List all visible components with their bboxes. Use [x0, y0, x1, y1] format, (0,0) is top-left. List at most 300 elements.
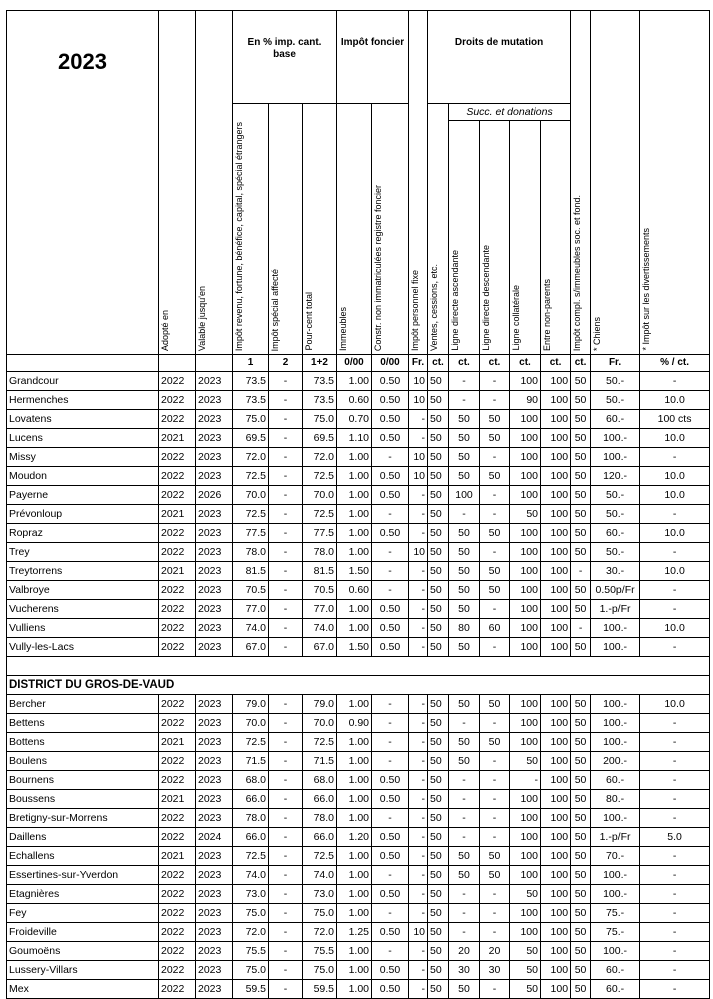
commune-name: Moudon: [7, 467, 159, 486]
table-row: [7, 372, 710, 391]
rows-group-a: [7, 372, 710, 657]
table-cell: 50: [571, 809, 591, 828]
table-cell: 1.00: [337, 904, 372, 923]
table-cell: -: [409, 866, 428, 885]
table-cell: 100.-: [591, 448, 640, 467]
table-cell: 74.0: [233, 866, 269, 885]
table-cell: -: [269, 543, 303, 562]
table-cell: 0.50: [372, 638, 409, 657]
table-cell: 100: [541, 600, 571, 619]
table-cell: 100: [510, 562, 541, 581]
table-cell: -: [640, 885, 710, 904]
table-cell: 72.5: [233, 847, 269, 866]
table-cell: 2023: [196, 866, 233, 885]
table-cell: 66.0: [303, 828, 337, 847]
table-cell: -: [269, 524, 303, 543]
table-cell: -: [510, 771, 541, 790]
table-cell: 50: [571, 790, 591, 809]
table-row: [7, 809, 710, 828]
table-cell: -: [269, 467, 303, 486]
table-cell: 73.5: [233, 391, 269, 410]
table-cell: -: [640, 733, 710, 752]
table-cell: -: [372, 581, 409, 600]
units-row: [7, 355, 710, 372]
table-cell: 0.50: [372, 847, 409, 866]
table-cell: 100 cts: [640, 410, 710, 429]
table-cell: 50: [571, 695, 591, 714]
table-cell: 30: [480, 961, 510, 980]
table-cell: 100: [510, 467, 541, 486]
table-cell: 2023: [196, 638, 233, 657]
table-cell: -: [571, 562, 591, 581]
table-cell: 10: [409, 543, 428, 562]
table-cell: 2023: [196, 619, 233, 638]
table-cell: 73.5: [303, 372, 337, 391]
table-cell: -: [449, 809, 480, 828]
table-cell: 2023: [196, 771, 233, 790]
table-cell: 74.0: [233, 619, 269, 638]
table-cell: -: [372, 543, 409, 562]
table-cell: -: [640, 600, 710, 619]
table-cell: 78.0: [303, 809, 337, 828]
table-row: [7, 942, 710, 961]
table-cell: 50: [449, 581, 480, 600]
table-cell: 60.-: [591, 980, 640, 999]
table-cell: 50: [449, 524, 480, 543]
unit-cell: [196, 355, 233, 372]
table-cell: 75.-: [591, 923, 640, 942]
table-cell: -: [449, 828, 480, 847]
table-cell: -: [409, 581, 428, 600]
table-cell: 50: [428, 486, 449, 505]
table-cell: 1.00: [337, 695, 372, 714]
table-cell: 50: [428, 581, 449, 600]
table-cell: -: [449, 372, 480, 391]
table-cell: 2022: [159, 410, 196, 429]
table-cell: 10.0: [640, 524, 710, 543]
table-cell: 100: [541, 790, 571, 809]
table-cell: 1.00: [337, 771, 372, 790]
table-cell: -: [409, 752, 428, 771]
table-cell: 50: [510, 885, 541, 904]
table-cell: 72.0: [303, 923, 337, 942]
table-cell: 50: [428, 619, 449, 638]
table-cell: 100: [541, 638, 571, 657]
table-cell: 50: [449, 733, 480, 752]
table-cell: -: [269, 448, 303, 467]
table-cell: -: [269, 695, 303, 714]
table-cell: 50: [428, 809, 449, 828]
commune-name: Boulens: [7, 752, 159, 771]
table-cell: 50: [571, 372, 591, 391]
table-cell: 100: [541, 733, 571, 752]
table-cell: 100: [510, 847, 541, 866]
commune-name: Missy: [7, 448, 159, 467]
table-cell: -: [269, 923, 303, 942]
table-cell: -: [640, 923, 710, 942]
table-cell: 100: [541, 904, 571, 923]
table-cell: 100.-: [591, 638, 640, 657]
table-row: [7, 904, 710, 923]
table-cell: -: [449, 714, 480, 733]
commune-name: Bournens: [7, 771, 159, 790]
table-cell: -: [269, 562, 303, 581]
table-row: [7, 733, 710, 752]
table-cell: -: [640, 866, 710, 885]
table-cell: -: [269, 904, 303, 923]
table-cell: 10: [409, 923, 428, 942]
table-cell: 2026: [196, 486, 233, 505]
unit-cell: 0/00: [372, 355, 409, 372]
header-group-row: [7, 11, 710, 104]
table-row: [7, 695, 710, 714]
table-cell: 75.0: [303, 410, 337, 429]
table-cell: 50: [510, 505, 541, 524]
table-cell: 50: [480, 695, 510, 714]
table-cell: -: [269, 638, 303, 657]
table-cell: 50: [571, 904, 591, 923]
table-row: [7, 581, 710, 600]
table-cell: -: [640, 543, 710, 562]
table-row: [7, 980, 710, 999]
table-cell: 50.-: [591, 391, 640, 410]
table-cell: 100: [510, 733, 541, 752]
table-cell: -: [640, 790, 710, 809]
table-cell: -: [372, 448, 409, 467]
table-cell: 0.50: [372, 619, 409, 638]
table-cell: -: [409, 714, 428, 733]
table-cell: -: [269, 391, 303, 410]
district-title: DISTRICT DU GROS-DE-VAUD: [7, 676, 196, 695]
table-cell: 1.00: [337, 885, 372, 904]
table-cell: 2021: [159, 733, 196, 752]
table-cell: 2023: [196, 372, 233, 391]
table-cell: 10: [409, 448, 428, 467]
table-cell: 75.0: [303, 961, 337, 980]
table-cell: 50: [449, 847, 480, 866]
table-cell: 100: [510, 372, 541, 391]
table-row: [7, 429, 710, 448]
table-cell: 81.5: [303, 562, 337, 581]
tax-rates-table: [6, 10, 710, 999]
table-cell: -: [480, 923, 510, 942]
table-cell: 100: [510, 904, 541, 923]
table-cell: 100: [541, 714, 571, 733]
table-cell: -: [269, 942, 303, 961]
table-cell: 1.00: [337, 372, 372, 391]
table-cell: 50: [571, 752, 591, 771]
table-cell: 50: [571, 581, 591, 600]
table-cell: 50: [449, 638, 480, 657]
table-cell: -: [269, 505, 303, 524]
table-cell: 2023: [196, 923, 233, 942]
table-cell: -: [480, 391, 510, 410]
table-cell: 1.-p/Fr: [591, 828, 640, 847]
table-cell: 100: [541, 980, 571, 999]
commune-name: Treytorrens: [7, 562, 159, 581]
table-cell: 0.50: [372, 391, 409, 410]
table-cell: 100: [541, 619, 571, 638]
table-cell: 100: [510, 828, 541, 847]
district-section: [7, 657, 710, 695]
table-cell: 50: [571, 467, 591, 486]
col-header-compl: Impôt compl. s/immeubles soc. et fond.: [571, 11, 591, 355]
table-cell: 10.0: [640, 562, 710, 581]
table-cell: -: [640, 752, 710, 771]
table-cell: 0.50: [372, 828, 409, 847]
commune-name: Prévonloup: [7, 505, 159, 524]
commune-name: Froideville: [7, 923, 159, 942]
table-cell: 50: [480, 847, 510, 866]
table-cell: 50: [571, 885, 591, 904]
tax-rates-document: [6, 10, 710, 999]
table-cell: -: [449, 904, 480, 923]
table-cell: -: [409, 638, 428, 657]
col-header-divertissements: * Impôt sur les divertissements: [640, 11, 710, 355]
table-cell: 50: [449, 448, 480, 467]
table-cell: 50: [428, 638, 449, 657]
table-cell: 0.50: [372, 790, 409, 809]
table-cell: 72.5: [303, 467, 337, 486]
table-cell: 66.0: [303, 790, 337, 809]
table-cell: -: [480, 448, 510, 467]
table-cell: 100: [510, 581, 541, 600]
table-cell: 0.60: [337, 391, 372, 410]
table-cell: -: [480, 904, 510, 923]
table-cell: -: [640, 980, 710, 999]
table-cell: 1.00: [337, 524, 372, 543]
table-cell: 2023: [196, 429, 233, 448]
table-cell: -: [409, 847, 428, 866]
table-cell: -: [640, 638, 710, 657]
group-header-foncier: Impôt foncier: [337, 11, 409, 104]
table-cell: 10.0: [640, 619, 710, 638]
table-cell: 1.00: [337, 961, 372, 980]
table-cell: 2023: [196, 505, 233, 524]
table-cell: 2022: [159, 600, 196, 619]
table-cell: 2022: [159, 391, 196, 410]
table-cell: 50: [480, 733, 510, 752]
table-cell: 200.-: [591, 752, 640, 771]
table-cell: -: [269, 771, 303, 790]
commune-name: Lovatens: [7, 410, 159, 429]
table-cell: -: [269, 790, 303, 809]
table-cell: 100.-: [591, 866, 640, 885]
table-row: [7, 600, 710, 619]
table-cell: 0.50: [372, 600, 409, 619]
unit-cell: ct.: [541, 355, 571, 372]
table-cell: -: [269, 866, 303, 885]
table-cell: 100: [541, 448, 571, 467]
table-cell: 100: [510, 866, 541, 885]
table-cell: 1.-p/Fr: [591, 600, 640, 619]
table-cell: 50: [428, 752, 449, 771]
unit-cell: 1: [233, 355, 269, 372]
table-cell: -: [269, 733, 303, 752]
table-cell: 100: [510, 486, 541, 505]
table-cell: -: [409, 790, 428, 809]
table-cell: 50: [449, 467, 480, 486]
table-cell: 0.60: [337, 581, 372, 600]
table-cell: 50: [571, 391, 591, 410]
table-cell: 72.5: [303, 505, 337, 524]
unit-cell: Fr.: [409, 355, 428, 372]
table-cell: -: [480, 828, 510, 847]
table-cell: 100: [541, 923, 571, 942]
table-cell: 59.5: [303, 980, 337, 999]
table-cell: 0.90: [337, 714, 372, 733]
table-cell: 50.-: [591, 543, 640, 562]
table-cell: 59.5: [233, 980, 269, 999]
table-cell: 81.5: [233, 562, 269, 581]
table-cell: 77.5: [233, 524, 269, 543]
table-cell: 1.50: [337, 638, 372, 657]
table-row: [7, 885, 710, 904]
table-cell: 71.5: [233, 752, 269, 771]
table-row: [7, 505, 710, 524]
table-cell: 50: [428, 961, 449, 980]
table-cell: -: [372, 505, 409, 524]
table-cell: -: [480, 505, 510, 524]
table-row: [7, 543, 710, 562]
table-cell: 100: [541, 866, 571, 885]
table-cell: 1.00: [337, 600, 372, 619]
table-cell: 2022: [159, 885, 196, 904]
table-cell: 100: [541, 524, 571, 543]
table-cell: 2023: [196, 961, 233, 980]
table-cell: 50: [480, 410, 510, 429]
table-row: [7, 923, 710, 942]
table-cell: 90: [510, 391, 541, 410]
table-cell: 70.0: [303, 714, 337, 733]
table-cell: 0.50: [372, 429, 409, 448]
table-cell: 2022: [159, 581, 196, 600]
table-cell: 2023: [196, 543, 233, 562]
table-cell: 75.0: [233, 410, 269, 429]
table-cell: 2021: [159, 429, 196, 448]
table-cell: 2023: [196, 524, 233, 543]
table-row: [7, 448, 710, 467]
table-cell: 1.00: [337, 847, 372, 866]
table-cell: 77.0: [303, 600, 337, 619]
table-cell: 50: [571, 923, 591, 942]
table-cell: -: [372, 562, 409, 581]
table-cell: 66.0: [233, 828, 269, 847]
table-cell: 100: [510, 448, 541, 467]
table-cell: -: [480, 885, 510, 904]
table-cell: 100: [541, 486, 571, 505]
table-cell: 100: [541, 942, 571, 961]
table-cell: 100: [541, 961, 571, 980]
col-header-collaterale: Ligne collatérale: [510, 121, 541, 355]
unit-cell: 0/00: [337, 355, 372, 372]
commune-name: Grandcour: [7, 372, 159, 391]
table-row: [7, 752, 710, 771]
unit-cell: [159, 355, 196, 372]
table-cell: 100.-: [591, 429, 640, 448]
table-cell: -: [640, 847, 710, 866]
table-cell: 2022: [159, 980, 196, 999]
table-cell: 2022: [159, 467, 196, 486]
table-cell: 50: [480, 429, 510, 448]
table-cell: -: [480, 752, 510, 771]
table-cell: 50: [480, 866, 510, 885]
table-cell: -: [269, 828, 303, 847]
table-cell: 100.-: [591, 619, 640, 638]
table-row: [7, 391, 710, 410]
table-cell: 2022: [159, 524, 196, 543]
table-cell: 50: [510, 961, 541, 980]
table-cell: 10: [409, 467, 428, 486]
table-cell: 100: [510, 524, 541, 543]
table-cell: -: [409, 885, 428, 904]
table-cell: 2022: [159, 809, 196, 828]
table-cell: 50: [428, 562, 449, 581]
table-cell: 72.5: [233, 505, 269, 524]
table-cell: 50: [428, 410, 449, 429]
table-cell: 20: [449, 942, 480, 961]
table-cell: 120.-: [591, 467, 640, 486]
table-cell: -: [409, 410, 428, 429]
table-cell: 10: [409, 391, 428, 410]
table-cell: 2023: [196, 695, 233, 714]
table-cell: -: [480, 790, 510, 809]
table-row: [7, 847, 710, 866]
table-cell: -: [409, 980, 428, 999]
table-cell: -: [409, 619, 428, 638]
table-cell: -: [372, 904, 409, 923]
table-cell: 50: [449, 429, 480, 448]
table-cell: 50: [571, 961, 591, 980]
table-cell: 50.-: [591, 505, 640, 524]
table-cell: 50: [428, 904, 449, 923]
table-cell: 1.25: [337, 923, 372, 942]
table-cell: 50: [449, 866, 480, 885]
table-cell: -: [640, 809, 710, 828]
table-cell: 1.00: [337, 980, 372, 999]
commune-name: Vully-les-Lacs: [7, 638, 159, 657]
table-cell: 60.-: [591, 524, 640, 543]
table-cell: 2021: [159, 790, 196, 809]
table-cell: 100.-: [591, 809, 640, 828]
table-cell: 50: [428, 733, 449, 752]
table-cell: 2021: [159, 847, 196, 866]
table-cell: -: [269, 714, 303, 733]
table-cell: 1.20: [337, 828, 372, 847]
table-cell: 70.0: [233, 486, 269, 505]
table-row: [7, 771, 710, 790]
table-cell: 50: [480, 562, 510, 581]
table-cell: 69.5: [303, 429, 337, 448]
table-cell: 0.50: [372, 410, 409, 429]
table-cell: 50: [449, 600, 480, 619]
unit-cell: ct.: [510, 355, 541, 372]
table-cell: -: [409, 771, 428, 790]
table-row: [7, 790, 710, 809]
table-cell: 0.70: [337, 410, 372, 429]
year-title: 2023: [7, 11, 159, 355]
commune-name: Vulliens: [7, 619, 159, 638]
table-cell: 50: [428, 524, 449, 543]
col-header-pourcent: Pour-cent total: [303, 104, 337, 355]
table-row: [7, 524, 710, 543]
table-cell: -: [269, 809, 303, 828]
table-cell: 50: [571, 733, 591, 752]
table-cell: 50: [571, 429, 591, 448]
table-cell: 2023: [196, 600, 233, 619]
table-cell: 68.0: [233, 771, 269, 790]
table-cell: 100: [510, 695, 541, 714]
